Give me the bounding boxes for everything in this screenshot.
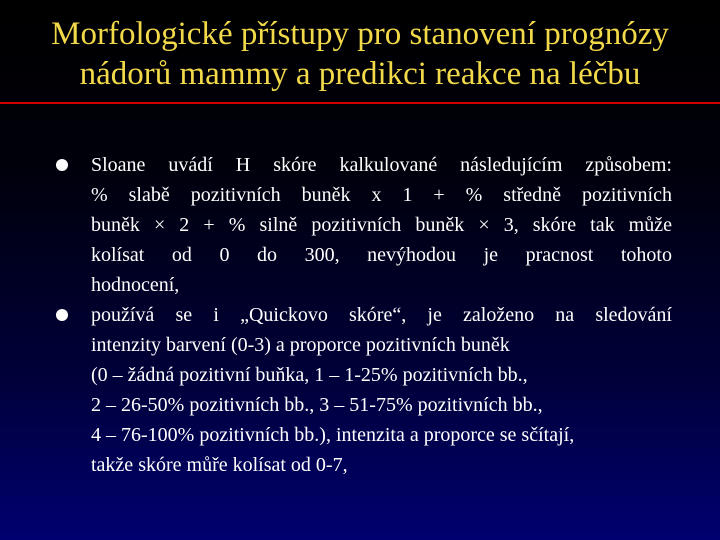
bullet-line: % slabě pozitivních buněk x 1 + % středně pozitivních <box>91 184 672 206</box>
title-line-1: Morfologické přístupy pro stanovení prognózy <box>51 16 669 52</box>
bullet-line: kolísat od 0 do 300, nevýhodou je pracnost tohoto <box>91 244 672 266</box>
bullet-line: Sloane uvádí H skóre kalkulované následujícím způsobem: <box>91 154 672 176</box>
title-line-2: nádorů mammy a predikci reakce na léčbu <box>79 56 641 92</box>
bullet-line: (0 – žádná pozitivní buňka, 1 – 1-25% pozitivních bb., <box>91 364 528 386</box>
title-divider <box>0 102 720 104</box>
slide-title <box>10 14 710 94</box>
bullet-line: buněk × 2 + % silně pozitivních buněk × 3, skóre tak může <box>91 214 672 236</box>
bullet-item-h-score <box>56 150 672 300</box>
bullet-line: intenzity barvení (0-3) a proporce pozitivních buněk <box>91 334 510 356</box>
bullet-item-quick-score <box>56 300 672 480</box>
bullet-line: 2 – 26-50% pozitivních bb., 3 – 51-75% pozitivních bb., <box>91 394 543 416</box>
bullet-dot-icon <box>56 309 68 321</box>
bullet-list <box>56 150 672 480</box>
bullet-line: hodnocení, <box>91 274 180 296</box>
bullet-line: 4 – 76-100% pozitivních bb.), intenzita a proporce se sčítají, <box>91 424 575 446</box>
bullet-line: používá se i „Quickovo skóre“, je založeno na sledování <box>91 304 672 326</box>
bullet-dot-icon <box>56 159 68 171</box>
bullet-line: takže skóre můře kolísat od 0-7, <box>91 454 348 476</box>
